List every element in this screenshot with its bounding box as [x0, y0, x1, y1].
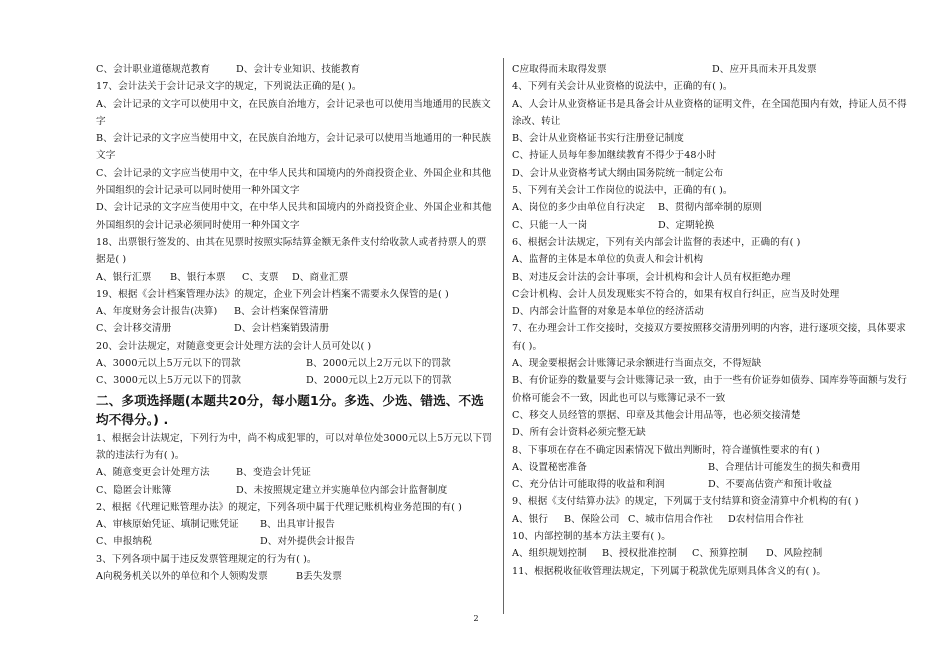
- option-row: [96, 303, 496, 320]
- option-row: [96, 372, 496, 389]
- answer-option: C、会计移交清册: [96, 323, 172, 335]
- answer-option: A、组织规划控制: [512, 548, 587, 560]
- option-row: [96, 320, 496, 337]
- answer-option: D、风险控制: [766, 548, 823, 560]
- question-line: D、会计从业资格考试大纲由国务院统一制定公布: [512, 167, 724, 179]
- answer-option: B、出具审计报告: [260, 519, 336, 531]
- answer-option: B、2000元以上2万元以下的罚款: [306, 358, 451, 370]
- question-line: A、会计记录的文字可以使用中文，在民族自治地方，会计记录也可以使用当地通用的民族文字: [96, 98, 491, 127]
- option-row: [96, 464, 496, 481]
- section-heading: 二、多项选择题(本题共20分，每小题1分。多选、少选、错选、不选均不得分。) .: [96, 392, 484, 427]
- option-row: [96, 269, 496, 286]
- answer-option: A、银行: [512, 513, 549, 525]
- answer-option: A、岗位的多少由单位自行决定: [512, 202, 646, 214]
- answer-option: C、申报纳税: [96, 536, 152, 548]
- option-row: [512, 61, 912, 78]
- option-row: [96, 355, 496, 372]
- question-line: A、监督的主体是本单位的负责人和会计机构: [512, 254, 704, 266]
- option-row: [512, 199, 912, 216]
- question-line: C、移交人员经管的票据、印章及其他会计用品等，也必须交接清楚: [512, 409, 801, 421]
- answer-option: B、贯彻内部牵制的原则: [658, 202, 763, 214]
- option-row: [512, 511, 912, 528]
- answer-option: D、会计专业知识、技能教育: [236, 64, 361, 75]
- question-line: 9、根据《支付结算办法》的规定，下列属于支付结算和资金清算中介机构的有( ): [512, 496, 859, 508]
- answer-option: B、合理估计可能发生的损失和费用: [708, 461, 861, 473]
- answer-option: C、会计职业道德规范教育: [96, 64, 211, 75]
- option-row: [96, 61, 496, 78]
- answer-option: A、设置秘密准备: [512, 461, 587, 473]
- answer-option: B、保险公司: [564, 513, 620, 525]
- question-line: B、会计记录的文字应当使用中文，在民族自治地方，会计记录可以使用当地通用的一种民族文字: [96, 133, 491, 162]
- option-row: [96, 568, 496, 585]
- question-line: A、现金要根据会计账簿记录余额进行当面点交，不得短缺: [512, 358, 762, 370]
- question-line: C、持证人员每年参加继续教育不得少于48小时: [512, 150, 717, 162]
- page-number: 2: [473, 614, 479, 623]
- question-line: C、会计记录的文字应当使用中文，在中华人民共和国境内的外商投资企业、外国企业和其他外国组织的会计记录可以同时使用一种外国文字: [96, 167, 492, 197]
- answer-option: A向税务机关以外的单位和个人领购发票: [96, 571, 268, 583]
- question-line: 18、出票银行签发的、由其在见票时按照实际结算金额无条件支付给收款人或者持票人的票据是( ): [96, 236, 487, 266]
- question-line: 8、下事项在存在不确定因素情况下做出判断时，符合谨慎性要求的有( ): [512, 444, 820, 456]
- answer-option: C、只能一人一岗: [512, 219, 588, 231]
- question-line: 20、会计法规定，对随意变更会计处理方法的会计人员可处以( ): [96, 340, 372, 352]
- answer-option: A、3000元以上5万元以下的罚款: [96, 358, 241, 370]
- answer-option: B丢失发票: [296, 571, 342, 583]
- answer-option: A、年度财务会计报告(决算): [96, 306, 218, 318]
- question-line: 4、下列有关会计从业资格的说法中，正确的有( )。: [512, 81, 733, 93]
- question-line: 17、会计法关于会计记录文字的规定，下列说法正确的是( )。: [96, 81, 362, 93]
- question-line: 5、下列有关会计工作岗位的说法中，正确的有( )。: [512, 185, 733, 197]
- question-line: B、有价证券的数量要与会计账簿记录一致，由于一些有价证券如债券、国库券等面额与发行价格可能会不一致，因此也可以与账簿记录不一致: [512, 375, 907, 404]
- answer-option: C、3000元以上5万元以下的罚款: [96, 375, 242, 387]
- question-line: D、内部会计监督的对象是本单位的经济活动: [512, 306, 704, 318]
- answer-option: C、充分估计可能取得的收益和利润: [512, 479, 665, 491]
- question-line: 3、下列各项中属于违反发票管理规定的行为有( )。: [96, 553, 317, 565]
- answer-option: D、应开具而未开具发票: [712, 64, 817, 75]
- question-line: D、会计记录的文字应当使用中文，在中华人民共和国境内的外商投资企业、外国企业和其他外国组织的会计记录必须同时使用一种外国文字: [96, 202, 492, 231]
- question-line: C会计机构、会计人员发现账实不符合的，如果有权自行纠正，应当及时处理: [512, 288, 840, 300]
- answer-option: D、2000元以上2万元以下的罚款: [306, 375, 452, 387]
- answer-option: A、银行汇票: [96, 271, 152, 283]
- question-line: 7、在办理会计工作交接时，交接双方要按照移交清册列明的内容，进行逐项交接，具体要求有( )。: [512, 323, 906, 352]
- answer-option: C、支票: [242, 271, 279, 283]
- answer-option: D、未按照规定建立并实施单位内部会计监督制度: [236, 484, 448, 496]
- answer-option: A、审核原始凭证、填制记账凭证: [96, 519, 239, 531]
- question-line: A、人会计从业资格证书是具备会计从业资格的证明文件，在全国范围内有效，持证人员不得涂改、转让: [512, 98, 907, 127]
- answer-option: B、变造会计凭证: [236, 467, 312, 479]
- answer-option: B、授权批准控制: [602, 548, 678, 560]
- answer-option: C、预算控制: [692, 548, 748, 560]
- option-row: [96, 516, 496, 533]
- answer-option: D、商业汇票: [292, 271, 349, 283]
- question-line: D、所有会计资料必须完整无缺: [512, 427, 646, 439]
- option-row: [512, 545, 912, 562]
- answer-option: D农村信用合作社: [728, 513, 804, 525]
- question-line: B、会计从业资格证书实行注册登记制度: [512, 133, 684, 145]
- question-line: 1、根据会计法规定，下列行为中，尚不构成犯罪的，可以对单位处3000元以上5万元以下罚款的违法行为有( )。: [96, 432, 492, 461]
- answer-option: D、对外提供会计报告: [260, 536, 356, 548]
- answer-option: D、不要高估资产和预计收益: [708, 479, 833, 491]
- answer-option: D、定期轮换: [658, 219, 715, 231]
- answer-option: B、会计档案保管清册: [234, 306, 329, 318]
- left-column: [96, 61, 496, 585]
- column-divider: [503, 58, 504, 614]
- answer-option: C、隐匿会计账簿: [96, 484, 172, 496]
- option-row: [96, 533, 496, 550]
- question-line: 19、根据《会计档案管理办法》的规定，企业下列会计档案不需要永久保管的是( ): [96, 288, 449, 300]
- option-row: [512, 476, 912, 493]
- answer-option: A、随意变更会计处理方法: [96, 467, 210, 479]
- question-line: B、对违反会计法的会计事项，会计机构和会计人员有权拒绝办理: [512, 271, 791, 283]
- right-column: [512, 61, 912, 580]
- question-line: 11、根据税收征收管理法规定，下列属于税款优先原则具体含义的有( )。: [512, 565, 827, 577]
- answer-option: C应取得而未取得发票: [512, 64, 607, 75]
- question-line: 6、根据会计法规定，下列有关内部会计监督的表述中，正确的有( ): [512, 236, 801, 248]
- question-line: 10、内部控制的基本方法主要有( )。: [512, 531, 671, 543]
- answer-option: D、会计档案销毁清册: [234, 323, 330, 335]
- answer-option: B、银行本票: [170, 271, 226, 283]
- option-row: [512, 459, 912, 476]
- option-row: [512, 217, 912, 234]
- option-row: [96, 482, 496, 499]
- answer-option: C、城市信用合作社: [628, 513, 713, 525]
- question-line: 2、根据《代理记账管理办法》的规定，下列各项中属于代理记账机构业务范围的有( ): [96, 501, 463, 513]
